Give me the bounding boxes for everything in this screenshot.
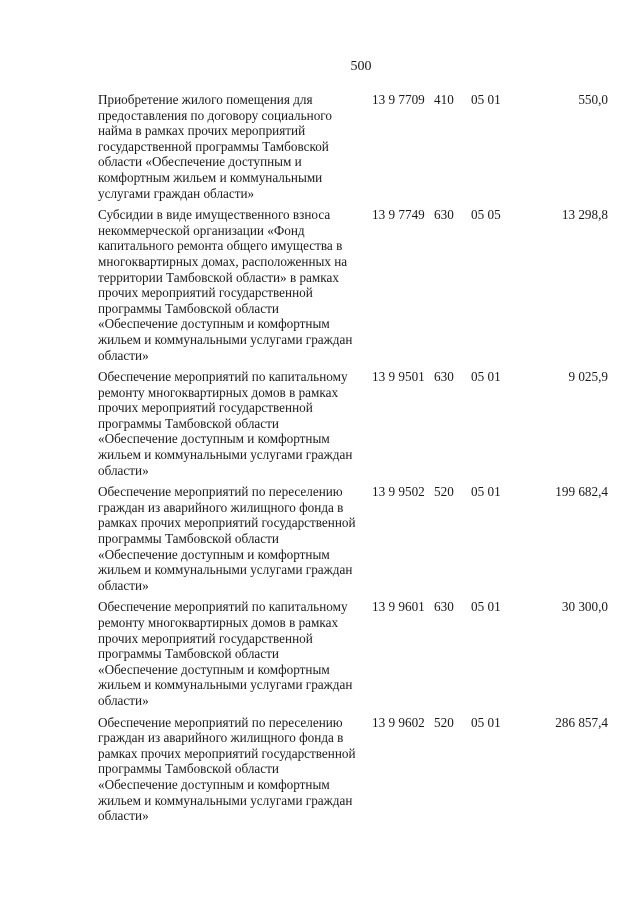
budget-table [98,92,608,830]
row-section: 05 01 [471,714,501,730]
table-row [98,369,608,478]
row-section: 05 01 [471,92,501,107]
row-expense-type: 410 [434,92,454,107]
table-row [98,599,608,708]
row-amount: 13 298,8 [561,207,608,223]
row-amount: 199 682,4 [555,484,608,500]
row-section: 05 01 [471,369,501,385]
row-target-code: 13 9 7709 [372,92,425,107]
row-description: Обеспечение мероприятий по переселению граждан из аварийного жилищного фонда в рамках прочих мероприятий государственной программы Тамбовской области «Обеспечение доступным и комфортным жильем и коммунальными услугами граждан области» [98,484,356,593]
row-target-code: 13 9 9502 [372,484,425,500]
row-expense-type: 520 [434,714,454,730]
row-description: Обеспечение мероприятий по капитальному ремонту многоквартирных домов в рамках прочих мероприятий государственной программы Тамбовской области «Обеспечение доступным и комфортным жильем и коммунальными услугами граждан области» [98,599,353,708]
page-number: 500 [350,59,372,74]
row-expense-type: 630 [434,599,454,615]
row-description: Субсидии в виде имущественного взноса некоммерческой организации «Фонд капитального ремонта общего имущества в многоквартирных домах, расположенных на территории Тамбовской области» в рамках прочих мероприятий государственной программы Тамбовской области «Обеспечение доступным и комфортным жильем и коммунальными услугами граждан области» [98,207,353,363]
table-row [98,92,608,201]
row-target-code: 13 9 9602 [372,714,425,730]
row-target-code: 13 9 9501 [372,369,425,385]
row-section: 05 05 [471,207,501,223]
row-amount: 550,0 [578,92,608,107]
row-amount: 286 857,4 [555,714,608,730]
table-row [98,207,608,363]
row-amount: 9 025,9 [568,369,608,385]
row-section: 05 01 [471,599,501,615]
row-description: Обеспечение мероприятий по капитальному ремонту многоквартирных домов в рамках прочих мероприятий государственной программы Тамбовской области «Обеспечение доступным и комфортным жильем и коммунальными услугами граждан области» [98,369,353,478]
row-expense-type: 630 [434,369,454,385]
row-description: Обеспечение мероприятий по переселению граждан из аварийного жилищного фонда в рамках прочих мероприятий государственной программы Тамбовской области «Обеспечение доступным и комфортным жильем и коммунальными услугами граждан области» [98,714,356,824]
row-amount: 30 300,0 [561,599,608,615]
table-row [98,715,608,824]
row-target-code: 13 9 7749 [372,207,425,223]
table-row [98,484,608,593]
row-section: 05 01 [471,484,501,500]
row-description: Приобретение жилого помещения для предоставления по договору социального найма в рамках прочих мероприятий государственной программы Тамбовской области «Обеспечение доступным и комфортным жильем и коммунальными услугами граждан области» [98,92,332,201]
row-expense-type: 520 [434,484,454,500]
row-target-code: 13 9 9601 [372,599,425,615]
row-expense-type: 630 [434,207,454,223]
